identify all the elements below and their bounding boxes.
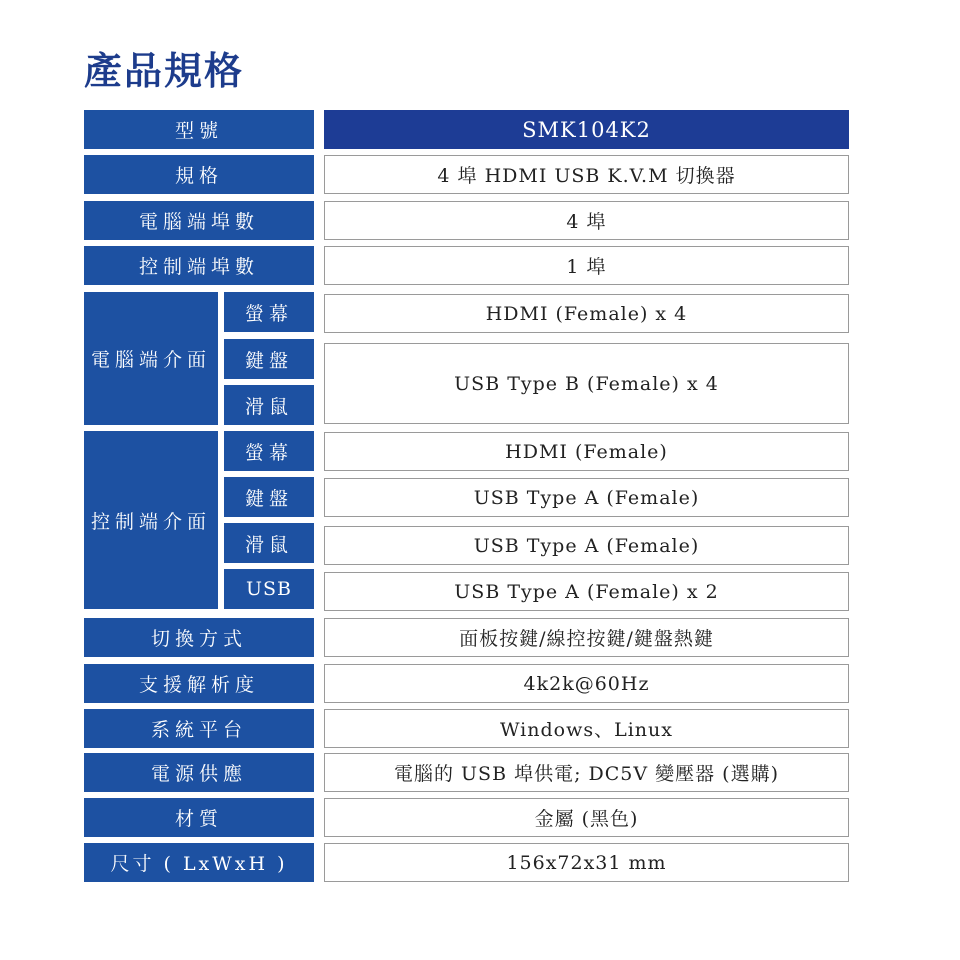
switch-mode-label: 切換方式 xyxy=(84,618,314,657)
pc-keyboard-label: 鍵盤 xyxy=(224,339,314,379)
pc-monitor-value: HDMI (Female) x 4 xyxy=(324,294,849,333)
console-mouse-label: 滑鼠 xyxy=(224,523,314,563)
os-label: 系統平台 xyxy=(84,709,314,748)
console-usb-label: USB xyxy=(224,569,314,609)
os-value: Windows、Linux xyxy=(324,709,849,748)
spec-label: 規格 xyxy=(84,155,314,194)
size-value: 156x72x31 mm xyxy=(324,843,849,882)
material-label: 材質 xyxy=(84,798,314,837)
resolution-label: 支援解析度 xyxy=(84,664,314,703)
pc-mouse-label: 滑鼠 xyxy=(224,385,314,425)
switch-mode-value: 面板按鍵/線控按鍵/鍵盤熱鍵 xyxy=(324,618,849,657)
material-value: 金屬 (黑色) xyxy=(324,798,849,837)
model-value: SMK104K2 xyxy=(324,110,849,149)
spec-value: 4 埠 HDMI USB K.V.M 切換器 xyxy=(324,155,849,194)
console-monitor-label: 螢幕 xyxy=(224,431,314,471)
page-title: 產品規格 xyxy=(84,49,245,93)
console-monitor-value: HDMI (Female) xyxy=(324,432,849,471)
size-label: 尺寸 ( LxWxH ) xyxy=(84,843,314,882)
console-ports-label: 控制端埠數 xyxy=(84,246,314,285)
model-label: 型號 xyxy=(84,110,314,149)
console-interface-label: 控制端介面 xyxy=(84,431,218,609)
pc-ports-value: 4 埠 xyxy=(324,201,849,240)
console-keyboard-value: USB Type A (Female) xyxy=(324,478,849,517)
pc-keyboard-mouse-value: USB Type B (Female) x 4 xyxy=(324,343,849,424)
pc-monitor-label: 螢幕 xyxy=(224,292,314,332)
pc-ports-label: 電腦端埠數 xyxy=(84,201,314,240)
console-keyboard-label: 鍵盤 xyxy=(224,477,314,517)
power-label: 電源供應 xyxy=(84,753,314,792)
console-ports-value: 1 埠 xyxy=(324,246,849,285)
pc-interface-label: 電腦端介面 xyxy=(84,292,218,425)
power-value: 電腦的 USB 埠供電; DC5V 變壓器 (選購) xyxy=(324,753,849,792)
console-mouse-value: USB Type A (Female) xyxy=(324,526,849,565)
console-usb-value: USB Type A (Female) x 2 xyxy=(324,572,849,611)
resolution-value: 4k2k@60Hz xyxy=(324,664,849,703)
